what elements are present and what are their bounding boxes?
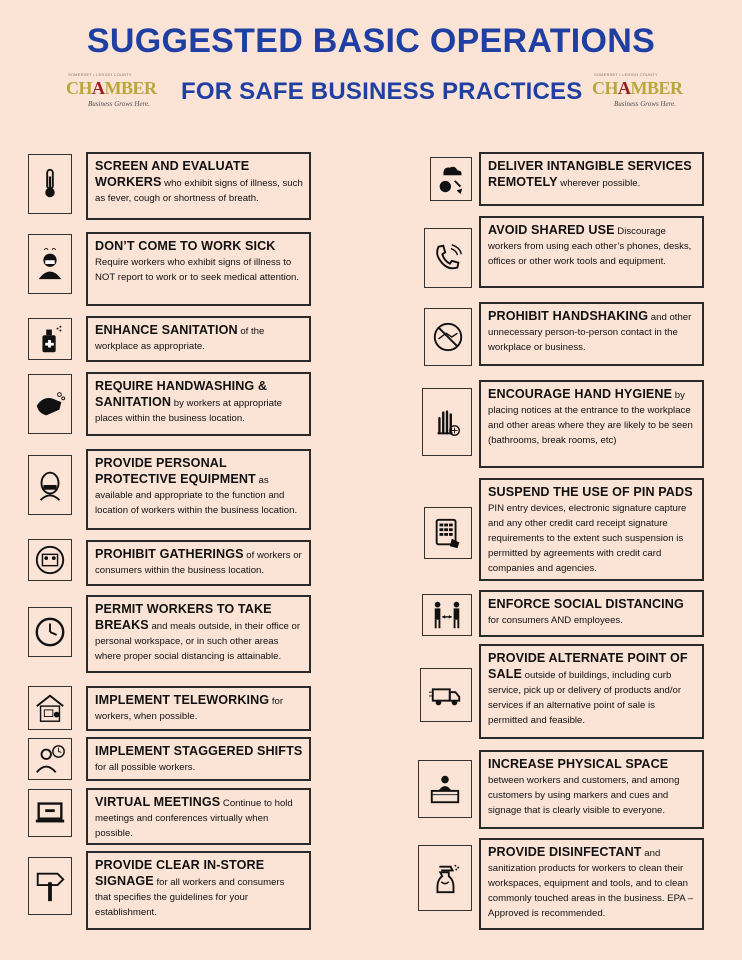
guideline-text: Discourage workers from using each other’s phones, desks, offices or other work tools and equipment. xyxy=(488,226,692,267)
guideline-text: of the workplace as appropriate. xyxy=(95,326,265,352)
guideline-text: and sanitization products for workers to clean their workspaces, equipment and tools, and to clean commonly touched areas in the business. EPA – Approved is recommended. xyxy=(488,848,694,919)
logo-tagline: Business Grows Here. xyxy=(614,100,676,108)
left-guideline-card xyxy=(86,372,311,436)
social-distance-icon xyxy=(422,594,472,636)
right-guideline-card xyxy=(479,478,704,581)
guideline-text: for all workers and consumers that specifies the guidelines for your establishment. xyxy=(95,877,285,918)
left-guideline-card xyxy=(86,788,311,845)
pin-pad-icon xyxy=(424,507,472,559)
logo-wordmark: CHAMBER xyxy=(66,78,157,98)
guideline-heading: PROHIBIT HANDSHAKING xyxy=(488,309,649,323)
left-guideline-card xyxy=(86,316,311,362)
guideline-text: Require workers who exhibit signs of illness to NOT report to work or to seek medical attention. xyxy=(95,257,300,283)
guideline-heading: PROVIDE DISINFECTANT xyxy=(488,845,642,859)
left-guideline-card xyxy=(86,449,311,530)
guideline-heading: ENHANCE SANITATION xyxy=(95,323,238,337)
guideline-text: as available and appropriate to the function and location of workers within the business location. xyxy=(95,475,298,516)
guideline-text: between workers and customers, and among customers by using markers and cues and signage that is clearly visible to everyone. xyxy=(488,775,680,816)
guideline-heading: ENCOURAGE HAND HYGIENE xyxy=(488,387,673,401)
spray-bottle-icon xyxy=(28,318,72,360)
guideline-heading: PROVIDE CLEAR IN-STORE SIGNAGE xyxy=(95,858,265,888)
left-guideline-card xyxy=(86,595,311,673)
thermometer-icon xyxy=(28,154,72,214)
guideline-text: outside of buildings, including curb service, pick up or delivery of products and/or services if an alternative point of sale is permitted and feasible. xyxy=(488,670,682,726)
signpost-icon xyxy=(28,857,72,915)
logo-small-text: SOMERSET • LEHIGH COUNTY xyxy=(68,72,132,77)
left-guideline-card xyxy=(86,152,311,220)
chamber-logo-left xyxy=(50,70,156,120)
right-guideline-card xyxy=(479,838,704,930)
guideline-heading: DELIVER INTANGIBLE SERVICES REMOTELY xyxy=(488,159,692,189)
guideline-text: by placing notices at the entrance to the workplace and other areas where they are likely to be seen (bathrooms, break rooms, etc) xyxy=(488,390,693,446)
left-guideline-card xyxy=(86,540,311,586)
guideline-heading: IMPLEMENT TELEWORKING xyxy=(95,693,270,707)
guideline-heading: ENFORCE SOCIAL DISTANCING xyxy=(488,597,684,611)
sick-person-icon xyxy=(28,234,72,294)
right-guideline-card xyxy=(479,750,704,829)
left-guideline-card xyxy=(86,851,311,930)
guideline-heading: IMPLEMENT STAGGERED SHIFTS xyxy=(95,744,303,758)
page-subtitle: FOR SAFE BUSINESS PRACTICES xyxy=(181,78,583,105)
cloud-network-icon xyxy=(430,157,472,201)
guideline-text: PIN entry devices, electronic signature capture and any other credit card receipt signature requirements to the extent such suspension is permitted by agreements with credit card companies and agencies. xyxy=(488,503,687,574)
left-guideline-card xyxy=(86,737,311,781)
guideline-heading: SUSPEND THE USE OF PIN PADS xyxy=(488,485,693,499)
guideline-text: for workers, when possible. xyxy=(95,696,284,722)
shift-worker-icon xyxy=(28,738,72,780)
guideline-heading: PERMIT WORKERS TO TAKE BREAKS xyxy=(95,602,272,632)
guideline-heading: VIRTUAL MEETINGS xyxy=(95,795,221,809)
hand-hygiene-icon xyxy=(422,388,472,456)
guideline-heading: PROHIBIT GATHERINGS xyxy=(95,547,244,561)
guideline-heading: REQUIRE HANDWASHING & SANITATION xyxy=(95,379,268,409)
guideline-heading: PROVIDE ALTERNATE POINT OF SALE xyxy=(488,651,688,681)
disinfectant-spray-icon xyxy=(418,845,472,911)
page-title: SUGGESTED BASIC OPERATIONS xyxy=(86,22,656,60)
right-guideline-card xyxy=(479,216,704,288)
left-guideline-card xyxy=(86,686,311,731)
home-office-icon xyxy=(28,686,72,730)
right-guideline-card xyxy=(479,302,704,366)
masked-person-icon xyxy=(28,455,72,515)
logo-small-text: SOMERSET • LEHIGH COUNTY xyxy=(594,72,658,77)
right-guideline-card xyxy=(479,152,704,206)
guideline-heading: DON’T COME TO WORK SICK xyxy=(95,239,276,253)
guideline-text: who exhibit signs of illness, such as fever, cough or shortness of breath. xyxy=(95,178,303,204)
guideline-text: wherever possible. xyxy=(557,178,641,189)
right-guideline-card xyxy=(479,380,704,468)
laptop-icon xyxy=(28,789,72,837)
guideline-text: and meals outside, in their office or personal workspace, or in such other areas where proper social distancing is attainable. xyxy=(95,621,301,662)
handwashing-icon xyxy=(28,374,72,434)
guideline-heading: AVOID SHARED USE xyxy=(488,223,615,237)
logo-tagline: Business Grows Here. xyxy=(88,100,150,108)
guideline-text: by workers at appropriate places within the business location. xyxy=(95,398,283,424)
phone-icon xyxy=(424,228,472,288)
logo-wordmark: CHAMBER xyxy=(592,78,683,98)
guideline-heading: SCREEN AND EVALUATE WORKERS xyxy=(95,159,250,189)
guideline-heading: PROVIDE PERSONAL PROTECTIVE EQUIPMENT xyxy=(95,456,256,486)
chamber-logo-right xyxy=(576,70,682,120)
right-guideline-card xyxy=(479,590,704,637)
no-handshake-icon xyxy=(424,308,472,366)
left-guideline-card xyxy=(86,232,311,306)
right-guideline-card xyxy=(479,644,704,739)
guideline-text: of workers or consumers within the business location. xyxy=(95,550,302,576)
no-gathering-icon xyxy=(28,539,72,581)
guideline-text: for consumers AND employees. xyxy=(488,615,623,626)
counter-icon xyxy=(418,760,472,818)
guideline-heading: INCREASE PHYSICAL SPACE xyxy=(488,757,669,771)
delivery-truck-icon xyxy=(420,668,472,722)
clock-icon xyxy=(28,607,72,657)
guideline-text: and other unnecessary person-to-person contact in the workplace or business. xyxy=(488,312,692,353)
guideline-text: for all possible workers. xyxy=(95,762,196,773)
guideline-text: Continue to hold meetings and conferences virtually when possible. xyxy=(95,798,293,839)
